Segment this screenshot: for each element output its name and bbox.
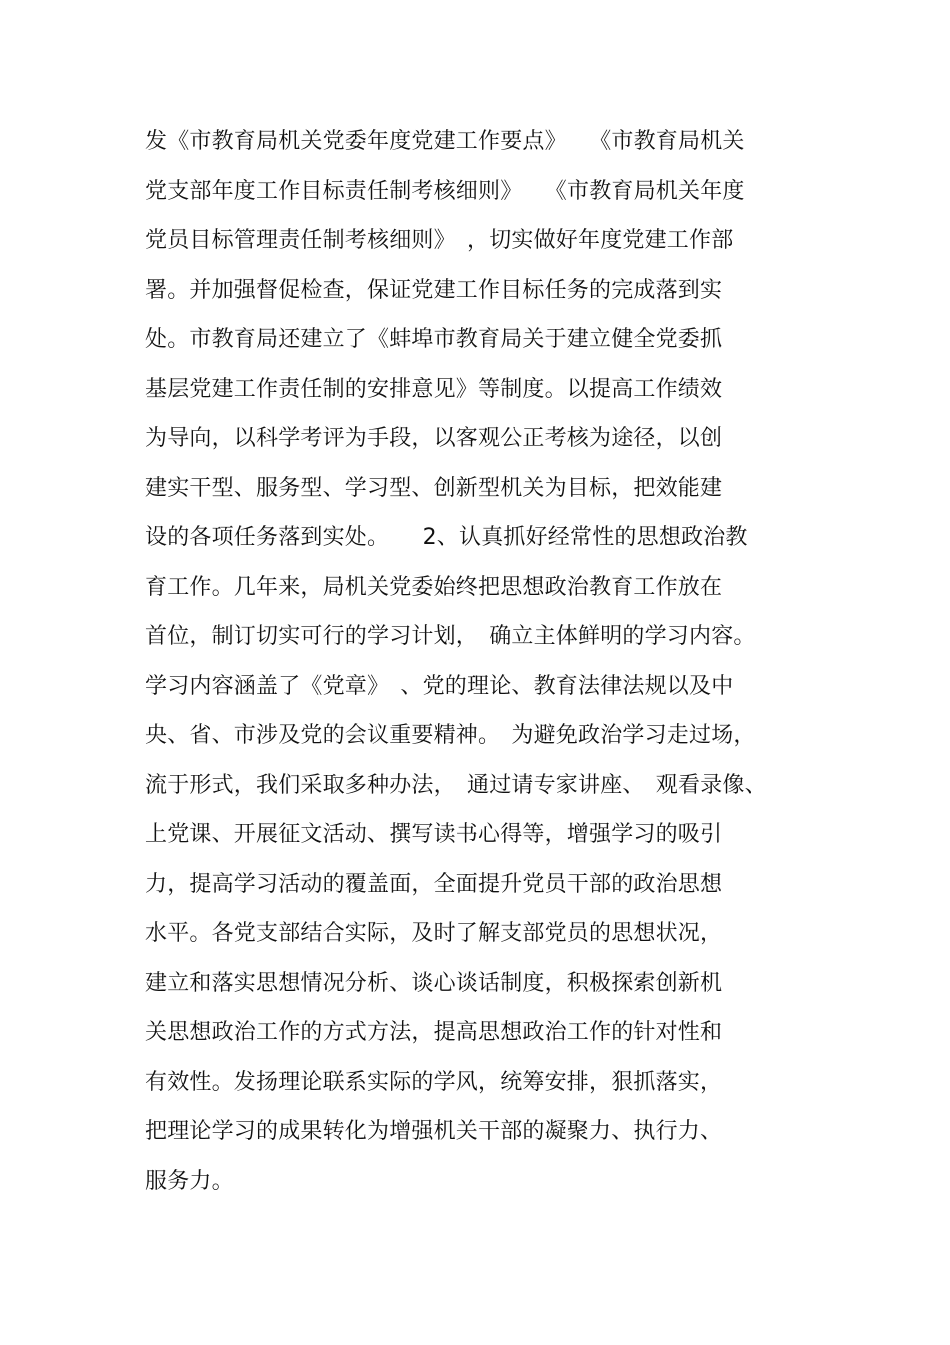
text-line: 建实干型、服务型、学习型、创新型机关为目标，把效能建 [145, 475, 723, 501]
text-line: 学习内容涵盖了《党章》 、党的理论、教育法律法规以及中 [145, 673, 734, 699]
text-line: 有效性。发扬理论联系实际的学风，统筹安排，狠抓落实， [145, 1069, 723, 1095]
text-line: 水平。各党支部结合实际，及时了解支部党员的思想状况， [145, 921, 723, 946]
text-line: 把理论学习的成果转化为增强机关干部的凝聚力、执行力、 [145, 1119, 723, 1144]
text-line: 央、省、市涉及党的会议重要精神。 为避免政治学习走过场， [145, 723, 756, 748]
text-line: 上党课、开展征文活动、撰写读书心得等，增强学习的吸引 [145, 822, 723, 847]
body-text [145, 122, 805, 1211]
text-line: 流于形式，我们采取多种办法， 通过请专家讲座、 观看录像、 [145, 772, 767, 798]
text-line: 首位，制订切实可行的学习计划， 确立主体鲜明的学习内容。 [145, 624, 756, 649]
text-line: 基层党建工作责任制的安排意见》等制度。以提高工作绩效 [145, 376, 723, 402]
text-line: 党支部年度工作目标责任制考核细则》 《市教育局机关年度 [145, 178, 745, 204]
text-line: 处。市教育局还建立了《蚌埠市教育局关于建立健全党委抓 [145, 327, 723, 352]
text-line: 服务力。 [145, 1168, 234, 1194]
text-line: 署。并加强督促检查，保证党建工作目标任务的完成落到实 [145, 277, 723, 303]
text-line: 发《市教育局机关党委年度党建工作要点》 《市教育局机关 [145, 129, 745, 154]
text-line: 设的各项任务落到实处。 2、认真抓好经常性的思想政治教 [145, 525, 748, 550]
text-line: 党员目标管理责任制考核细则》 ，切实做好年度党建工作部 [145, 228, 734, 253]
text-line: 建立和落实思想情况分析、谈心谈话制度，积极探索创新机 [145, 970, 723, 996]
text-line: 为导向，以科学考评为手段，以客观公正考核为途径，以创 [145, 426, 723, 451]
text-line: 育工作。几年来，局机关党委始终把思想政治教育工作放在 [145, 574, 723, 600]
text-line: 关思想政治工作的方式方法，提高思想政治工作的针对性和 [145, 1020, 723, 1045]
text-line: 力，提高学习活动的覆盖面，全面提升党员干部的政治思想 [145, 871, 723, 897]
